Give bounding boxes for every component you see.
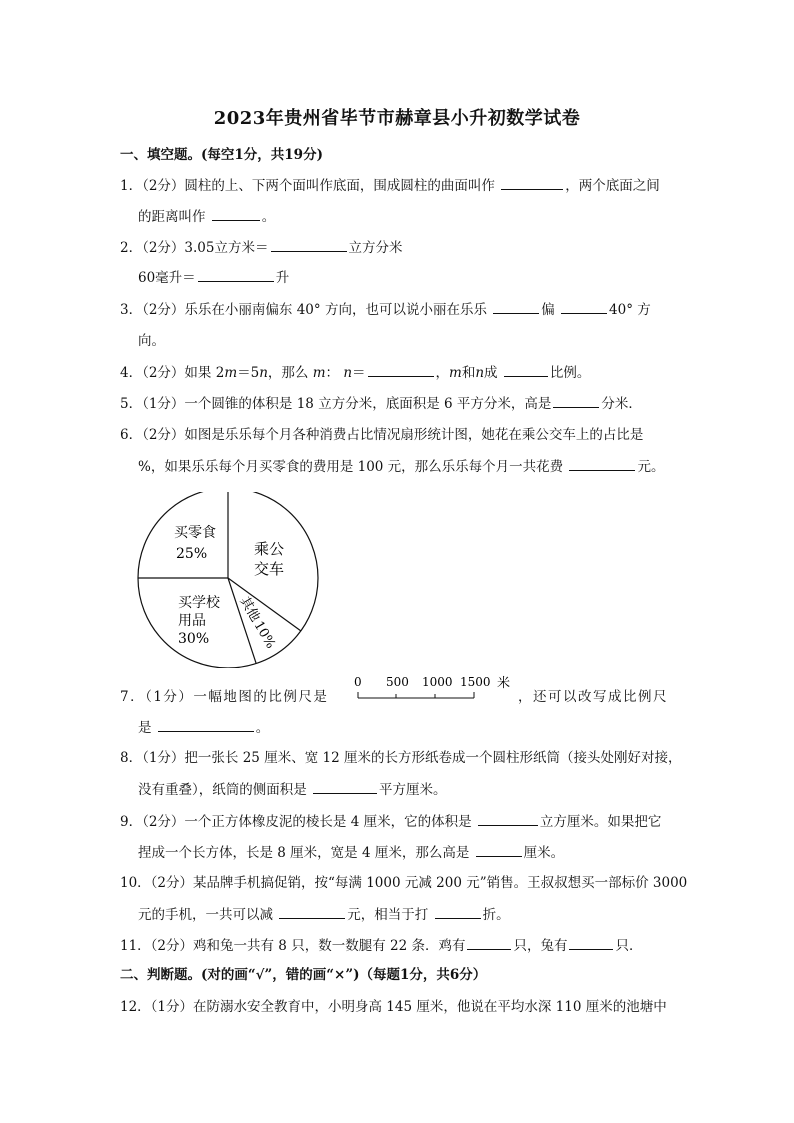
- question-8-line-1: 8．（1分）把一张长 25 厘米、宽 12 厘米的长方形纸卷成一个圆柱形纸筒（接头处刚好对接，: [120, 750, 682, 766]
- question-5: [120, 394, 642, 413]
- q4-text-b: ＝5: [237, 365, 260, 381]
- pie-chart: [136, 492, 324, 668]
- map-scale-bar: [352, 672, 518, 704]
- q4-text-d: ：: [325, 365, 340, 381]
- q2-text-d: 升: [275, 270, 290, 286]
- question-7-line-1: [120, 688, 328, 706]
- q4-text-e: ＝: [352, 365, 366, 381]
- question-11: [120, 936, 642, 955]
- pie-label-school-2: 用品: [178, 613, 206, 629]
- section-2-heading: 二、判断题。(对的画“√”，错的画“×”)（每题1分，共6分）: [120, 967, 487, 983]
- q4-var-n-3: n: [475, 365, 485, 381]
- question-4: [120, 363, 590, 382]
- question-2-line-2: [138, 268, 289, 287]
- question-12-line-1: 12．（1分）在防溺水安全教育中，小明身高 145 厘米，他说在平均水深 110 厘米的池塘中: [120, 999, 667, 1015]
- q3-blank-1[interactable]: [493, 300, 539, 314]
- question-6-line-1: 6．（2分）如图是乐乐每个月各种消费占比情况扇形统计图，她花在乘公交车上的占比是: [120, 427, 644, 443]
- q2-blank-2[interactable]: [198, 268, 274, 282]
- q4-var-m-2: m: [312, 365, 326, 381]
- q11-text-b: 只，兔有: [513, 938, 568, 954]
- q9-text-d: 厘米。: [523, 845, 565, 861]
- q10-blank-2[interactable]: [435, 905, 481, 919]
- q1-blank-2[interactable]: [212, 207, 260, 221]
- question-1-line-2: [138, 207, 275, 226]
- q2-blank-1[interactable]: [271, 238, 347, 252]
- question-8-line-2: [138, 780, 447, 799]
- q7-text-a: 7．（1分）一幅地图的比例尺是: [120, 689, 329, 705]
- q9-text-b: 立方厘米。如果把它: [539, 814, 662, 830]
- question-7-line-1b: ，还可以改写成比例尺: [518, 689, 668, 705]
- q6-text-c: 元。: [637, 459, 665, 475]
- q11-text-c: 只．: [615, 938, 643, 954]
- pie-label-school-1: 买学校: [178, 595, 220, 611]
- q4-text-g: 和: [461, 365, 476, 381]
- q4-text-f: ，: [435, 365, 450, 381]
- q4-text-c: ，那么: [267, 365, 309, 381]
- q3-text-a: 3．（2分）乐乐在小丽南偏东 40° 方向，也可以说小丽在乐乐: [120, 302, 487, 318]
- question-6-line-2: [138, 457, 664, 476]
- q10-text-c: 元，相当于打: [347, 907, 429, 923]
- q9-text-a: 9．（2分）一个正方体橡皮泥的棱长是 4 厘米，它的体积是: [120, 814, 472, 830]
- scale-tick-0: 0: [354, 675, 362, 689]
- q4-text-h: 成: [484, 365, 498, 381]
- q5-text-b: 分米．: [601, 396, 642, 412]
- q4-text-a: 4．（2分）如果 2: [120, 365, 225, 381]
- q5-text-a: 5．（1分）一个圆锥的体积是 18 立方分米，底面积是 6 平方分米，高是: [120, 396, 552, 412]
- q2-text-c: 60毫升＝: [138, 270, 196, 286]
- question-3-line-1: [120, 300, 651, 319]
- q2-text-a: 2．（2分）3.05立方米＝: [120, 240, 269, 256]
- q4-blank-1[interactable]: [368, 363, 434, 377]
- q4-var-n-2: n: [343, 365, 353, 381]
- question-9-line-2: [138, 843, 564, 862]
- pie-label-snacks: 买零食: [174, 525, 216, 541]
- scale-tick-1500: 1500: [460, 675, 491, 689]
- q9-text-c: 捏成一个长方体，长是 8 厘米，宽是 4 厘米，那么高是: [138, 845, 470, 861]
- q1-text-d: 。: [261, 209, 276, 225]
- q8-text-c: 平方厘米。: [379, 782, 447, 798]
- q1-blank-1[interactable]: [501, 176, 563, 190]
- scale-tick-1000: 1000: [422, 675, 453, 689]
- q5-blank[interactable]: [553, 394, 599, 408]
- q11-blank-2[interactable]: [569, 936, 613, 950]
- pie-label-other: 其他: [236, 594, 263, 625]
- q10-text-b: 元的手机，一共可以减: [138, 907, 273, 923]
- q4-var-m-3: m: [449, 365, 462, 381]
- pie-value-snacks: 25%: [176, 546, 208, 562]
- q11-text-a: 11．（2分）鸡和兔一共有 8 只，数一数腿有 22 条．鸡有: [120, 938, 466, 954]
- q3-text-c: 40° 方: [609, 302, 651, 318]
- scale-tick-500: 500: [386, 675, 409, 689]
- q1-text-b: ，两个底面之间: [565, 178, 660, 194]
- q3-text-b: 偏: [541, 302, 555, 318]
- q2-text-b: 立方分米: [348, 240, 403, 256]
- q6-blank[interactable]: [569, 457, 635, 471]
- q3-blank-2[interactable]: [561, 300, 607, 314]
- q9-blank-1[interactable]: [478, 812, 538, 826]
- q10-blank-1[interactable]: [279, 905, 345, 919]
- question-10-line-2: [138, 905, 510, 924]
- section-1-heading: 一、填空题。(每空1分，共19分): [120, 147, 323, 163]
- question-7-line-2: [138, 718, 269, 737]
- pie-value-other: 10%: [250, 618, 278, 652]
- q4-var-m: m: [224, 365, 238, 381]
- question-2-line-1: [120, 238, 403, 257]
- q1-text-a: 1．（2分）圆柱的上、下两个面叫作底面，围成圆柱的曲面叫作: [120, 178, 495, 194]
- scale-unit: 米: [497, 676, 511, 691]
- pie-label-bus-2: 交车: [254, 560, 285, 578]
- q4-blank-2[interactable]: [504, 363, 548, 377]
- q10-text-d: 折。: [482, 907, 510, 923]
- question-1-line-1: [120, 176, 660, 195]
- q8-blank[interactable]: [313, 780, 377, 794]
- q7-text-c: 是: [138, 720, 152, 736]
- pie-value-school: 30%: [178, 631, 210, 647]
- q11-blank-1[interactable]: [467, 936, 511, 950]
- q4-text-i: 比例。: [549, 365, 591, 381]
- q9-blank-2[interactable]: [476, 843, 522, 857]
- q7-blank[interactable]: [158, 718, 254, 732]
- question-10-line-1: 10．（2分）某品牌手机搞促销，按“每满 1000 元减 200 元”销售。王叔叔想买一部标价 3000: [120, 875, 688, 891]
- exam-title: 2023年贵州省毕节市赫章县小升初数学试卷: [213, 108, 581, 129]
- q4-var-n: n: [259, 365, 268, 381]
- q8-text-b: 没有重叠），纸筒的侧面积是: [138, 782, 307, 798]
- q6-text-b: %，如果乐乐每个月买零食的费用是 100 元，那么乐乐每个月一共花费: [138, 459, 564, 475]
- pie-label-bus-1: 乘公: [254, 540, 285, 558]
- question-3-line-2: 向。: [138, 333, 165, 349]
- question-9-line-1: [120, 812, 661, 831]
- q1-text-c: 的距离叫作: [138, 209, 206, 225]
- q7-text-d: 。: [255, 720, 270, 736]
